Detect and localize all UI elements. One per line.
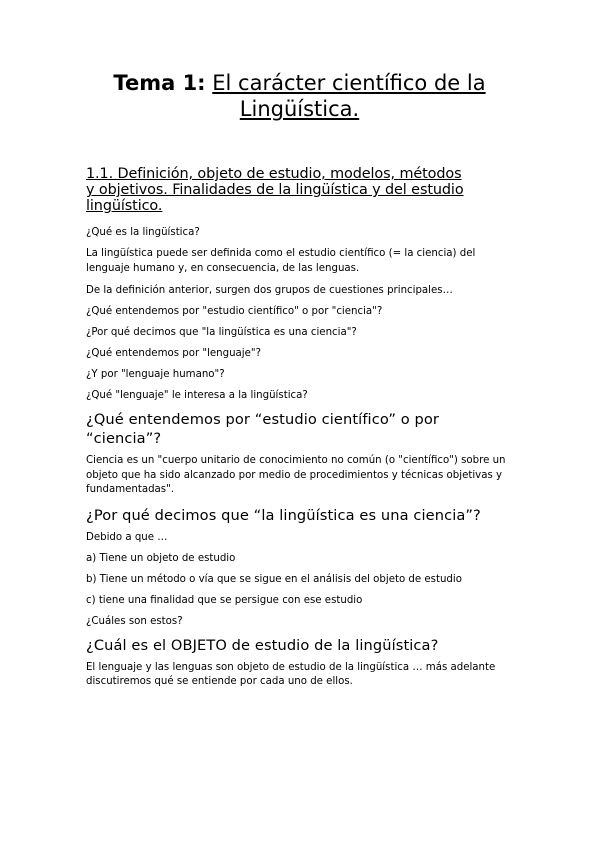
title-text-line2: Lingüística. [239,97,360,121]
heading-objeto: ¿Cuál es el OBJETO de estudio de la lingüística? [86,636,439,654]
question-1: ¿Qué entendemos por "estudio científico" o por "ciencia"? [86,306,383,317]
list-item-a: a) Tiene un objeto de estudio [86,552,236,564]
from-definition-paragraph: De la definición anterior, surgen dos grupos de cuestiones principales… [86,285,453,296]
question-what-is-linguistics: ¿Qué es la lingüística? [86,227,200,238]
list-item-c: c) tiene una finalidad que se persigue con ese estudio [86,594,363,606]
question-2: ¿Por qué decimos que "la lingüística es una ciencia"? [86,327,357,338]
title-text-line1: El carácter científico de la [212,71,486,95]
debido-a-que: Debido a que … [86,531,168,543]
heading-por-que-ciencia: ¿Por qué decimos que “la lingüística es una ciencia”? [86,506,481,524]
question-5: ¿Qué "lenguaje" le interesa a la lingüística? [86,390,308,401]
section-heading-line3: lingüístico. [86,198,163,214]
ciencia-paragraph: Ciencia es un "cuerpo unitario de conocimiento no común (o "científico") sobre un objeto que ha sido alcanzado por medio de procedimientos y técnicas objetivas y fundamentadas". [86,455,506,495]
question-3: ¿Qué entendemos por "lenguaje"? [86,348,261,359]
definition-paragraph: La lingüística puede ser definida como el estudio científico (= la ciencia) del lenguaje humano y, en consecuencia, de las lenguas. [86,248,476,274]
title-label: Tema 1: [113,71,206,95]
section-heading-line1: 1.1. Definición, objeto de estudio, modelos, métodos [86,166,462,182]
section-heading [86,166,513,214]
cuales-son-estos: ¿Cuáles son estos? [86,615,183,627]
heading-ciencia: ¿Qué entendemos por “estudio científico” o por “ciencia”? [86,411,440,447]
objeto-paragraph: El lenguaje y las lenguas son objeto de estudio de la lingüística … más adelante discutiremos qué se entiende por cada uno de ellos. [86,661,496,687]
section-heading-line2: y objetivos. Finalidades de la lingüística y del estudio [86,182,464,198]
list-item-b: b) Tiene un método o vía que se sigue en el análisis del objeto de estudio [86,573,462,585]
document-title [86,70,513,122]
question-4: ¿Y por "lenguaje humano"? [86,369,225,380]
